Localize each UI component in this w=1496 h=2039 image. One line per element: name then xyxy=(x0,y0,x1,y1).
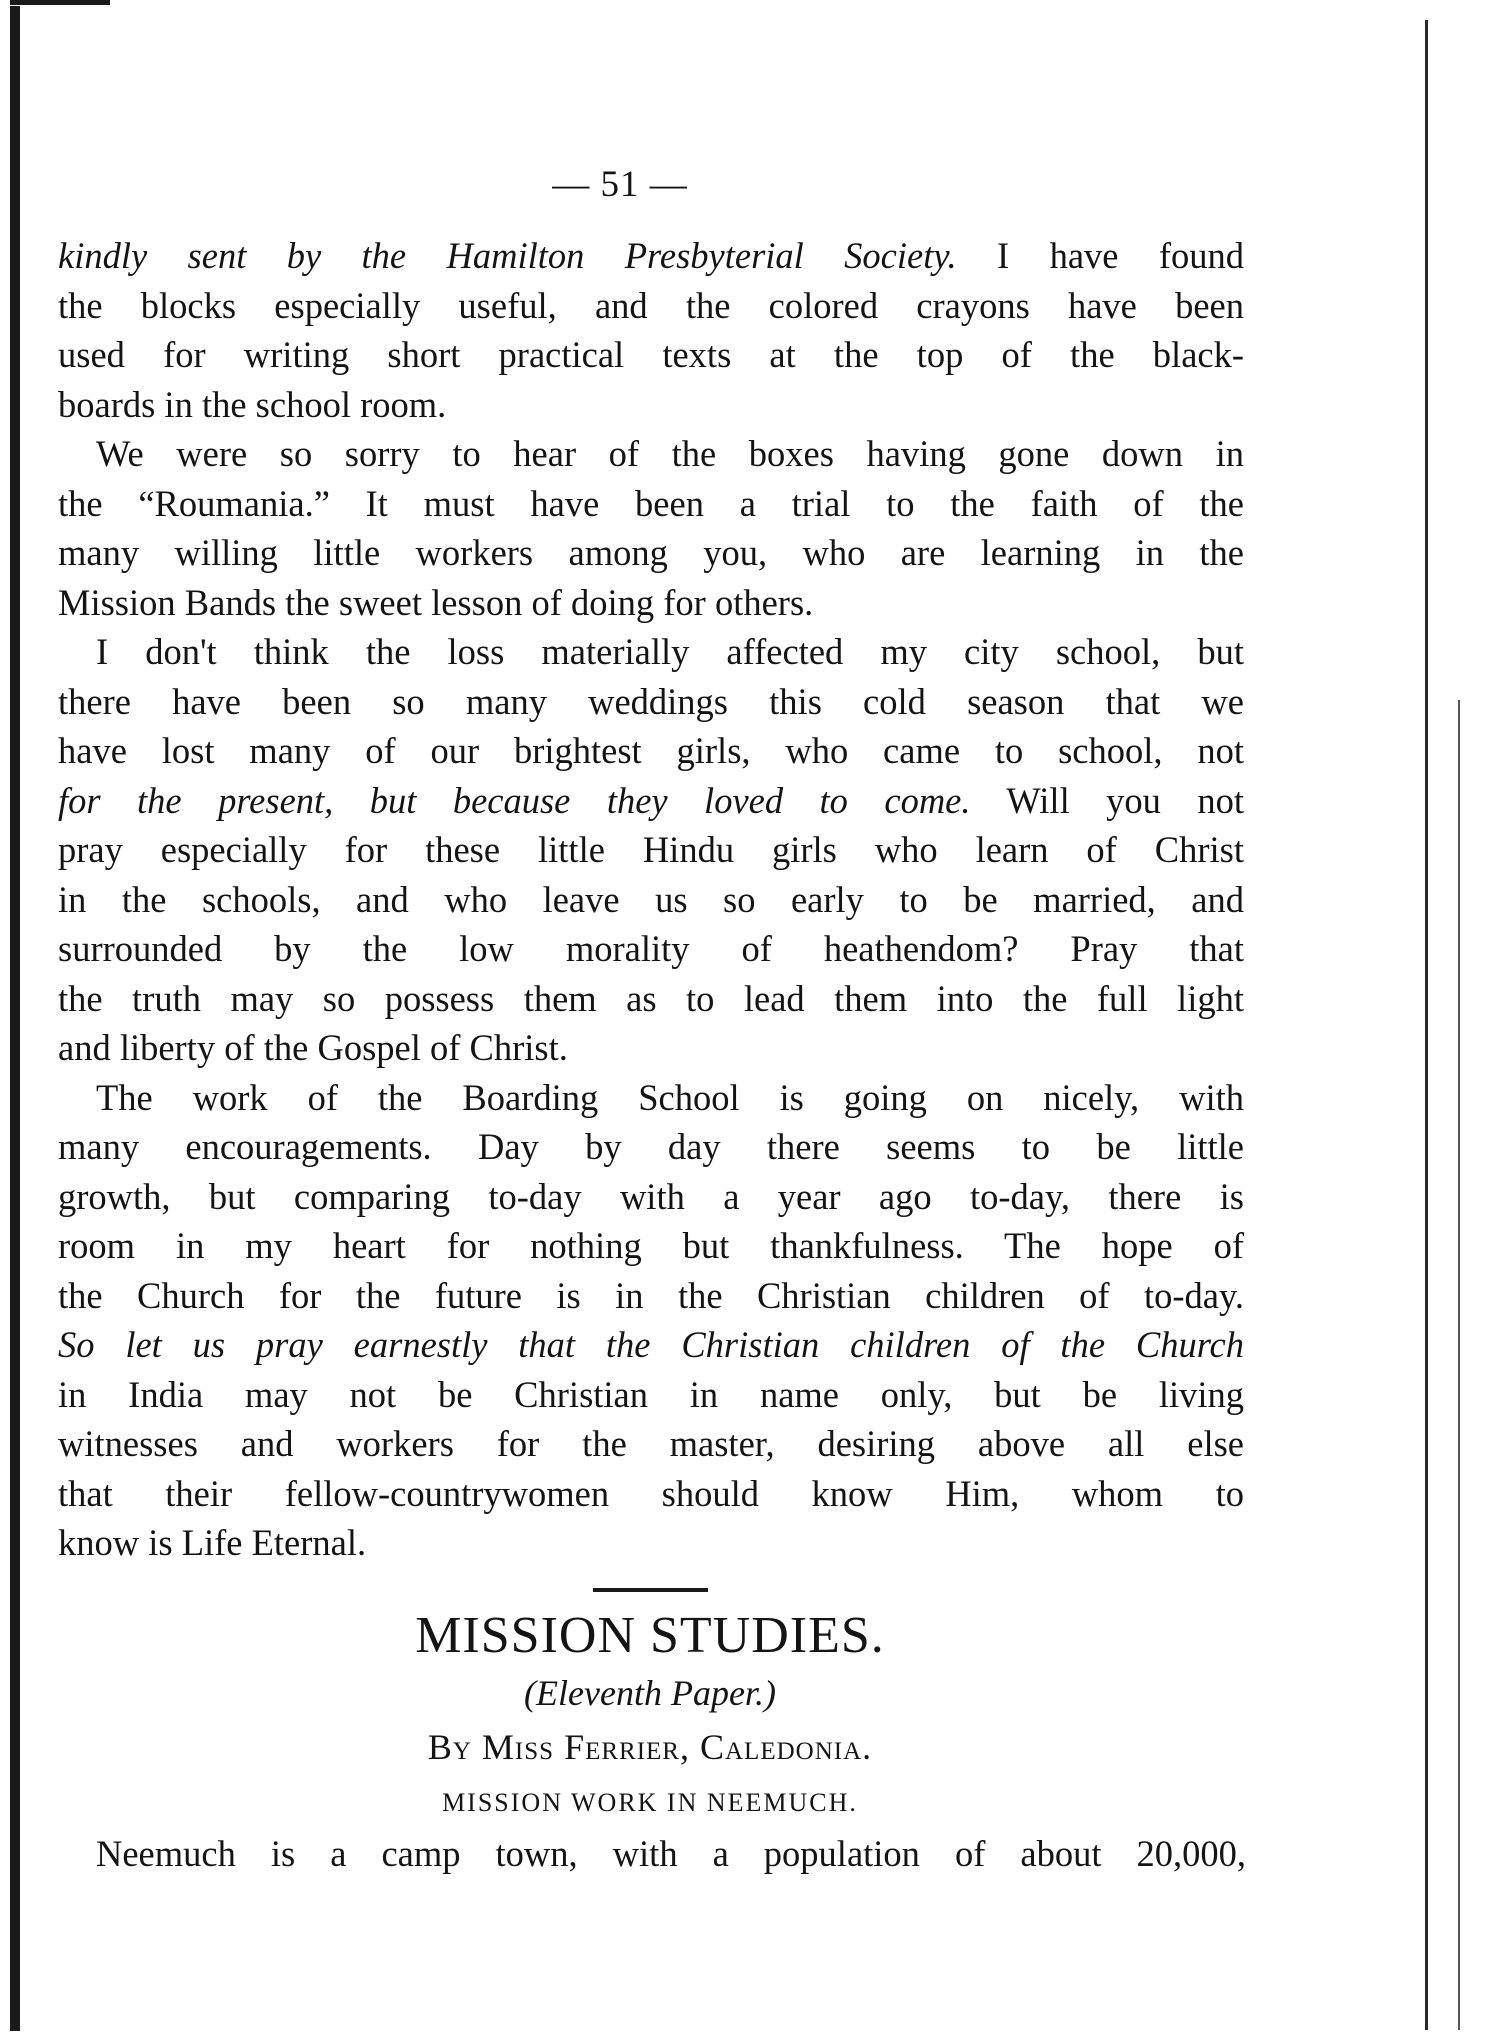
section-subheading: (Eleventh Paper.) xyxy=(524,1673,776,1713)
text-segment: I have found xyxy=(956,235,1244,276)
text-segment: The work of the Boarding School is going on nicely, with xyxy=(96,1076,1244,1118)
text-line xyxy=(58,1370,1244,1420)
text-segment: We were so sorry to hear of the boxes having gone down in xyxy=(96,433,1244,474)
text-line xyxy=(58,825,1244,875)
text-line xyxy=(58,281,1244,331)
right-binding-edge xyxy=(1425,20,1428,2030)
text-line xyxy=(58,1419,1244,1469)
text-line xyxy=(58,528,1244,578)
text-line xyxy=(58,330,1244,380)
top-edge-mark xyxy=(10,0,110,5)
text-line xyxy=(58,1518,1244,1568)
text-segment: Will you not xyxy=(970,779,1244,821)
text-segment: boards in the school room. xyxy=(58,383,447,425)
text-segment: the Church for the future is in the Christian children of to-day. xyxy=(58,1274,1244,1316)
text-line xyxy=(58,380,1244,430)
paragraph xyxy=(58,231,1244,429)
section-first-line: Neemuch is a camp town, with a population of about 20,000, xyxy=(96,1833,1246,1874)
text-segment: used for writing short practical texts at the top of the black- xyxy=(58,334,1244,375)
text-segment: pray especially for these little Hindu girls who learn of Christ xyxy=(58,829,1244,870)
text-line xyxy=(58,1122,1244,1172)
text-line xyxy=(58,924,1244,974)
letter-body xyxy=(58,231,1244,1568)
text-line xyxy=(58,1469,1244,1519)
text-segment: and liberty of the Gospel of Christ. xyxy=(58,1027,568,1068)
section-divider xyxy=(593,1588,708,1592)
text-line xyxy=(58,578,1244,628)
italic-text: for the present, but because they loved to come. xyxy=(58,779,971,821)
section-byline: By Miss Ferrier, Caledonia. xyxy=(427,1727,873,1767)
text-line xyxy=(58,429,1244,479)
text-line xyxy=(58,231,1244,281)
italic-text: kindly sent by the Hamilton Presbyterial Society. xyxy=(58,235,957,276)
paragraph xyxy=(58,429,1244,627)
text-line xyxy=(58,726,1244,776)
text-segment: have lost many of our brightest girls, who came to school, not xyxy=(58,730,1244,771)
text-line xyxy=(58,627,1244,677)
page-number: — 51 — xyxy=(552,164,688,205)
text-line xyxy=(58,1271,1244,1321)
text-line xyxy=(58,1172,1244,1222)
section-heading: MISSION STUDIES. xyxy=(415,1607,885,1664)
text-segment: many encouragements. Day by day there seems to be little xyxy=(58,1126,1244,1167)
text-segment: the truth may so possess them as to lead them into the full light xyxy=(58,977,1244,1019)
text-segment: that their fellow-countrywomen should know Him, whom to xyxy=(58,1472,1244,1514)
text-segment: the “Roumania.” It must have been a trial to the faith of the xyxy=(58,482,1244,524)
text-line xyxy=(58,776,1244,826)
section-title: MISSION WORK IN NEEMUCH. xyxy=(442,1788,858,1817)
text-segment: room in my heart for nothing but thankfulness. The hope of xyxy=(58,1225,1244,1266)
text-line xyxy=(58,677,1244,727)
paragraph xyxy=(58,1073,1244,1568)
text-line xyxy=(58,1320,1244,1370)
text-line xyxy=(58,974,1244,1024)
text-segment: I don't think the loss materially affected my city school, but xyxy=(96,631,1244,672)
text-line xyxy=(58,1221,1244,1271)
italic-text: So let us pray earnestly that the Christian children of the Church xyxy=(58,1324,1244,1365)
text-line xyxy=(58,479,1244,529)
text-line xyxy=(58,1023,1244,1073)
text-line xyxy=(58,875,1244,925)
text-segment: in India may not be Christian in name only, but be living xyxy=(58,1373,1244,1415)
text-segment: Mission Bands the sweet lesson of doing for others. xyxy=(58,581,814,623)
text-segment: surrounded by the low morality of heathendom? Pray that xyxy=(58,928,1244,969)
right-binding-edge-outer xyxy=(1458,700,1460,2030)
text-segment: in the schools, and who leave us so early to be married, and xyxy=(58,878,1244,920)
text-segment: know is Life Eternal. xyxy=(58,1522,367,1563)
paragraph xyxy=(58,627,1244,1073)
text-segment: growth, but comparing to-day with a year ago to-day, there is xyxy=(58,1175,1244,1217)
text-segment: many willing little workers among you, who are learning in the xyxy=(58,532,1244,573)
text-segment: witnesses and workers for the master, desiring above all else xyxy=(58,1423,1244,1464)
text-segment: the blocks especially useful, and the colored crayons have been xyxy=(58,284,1244,326)
text-line xyxy=(58,1073,1244,1123)
text-segment: there have been so many weddings this cold season that we xyxy=(58,680,1244,722)
